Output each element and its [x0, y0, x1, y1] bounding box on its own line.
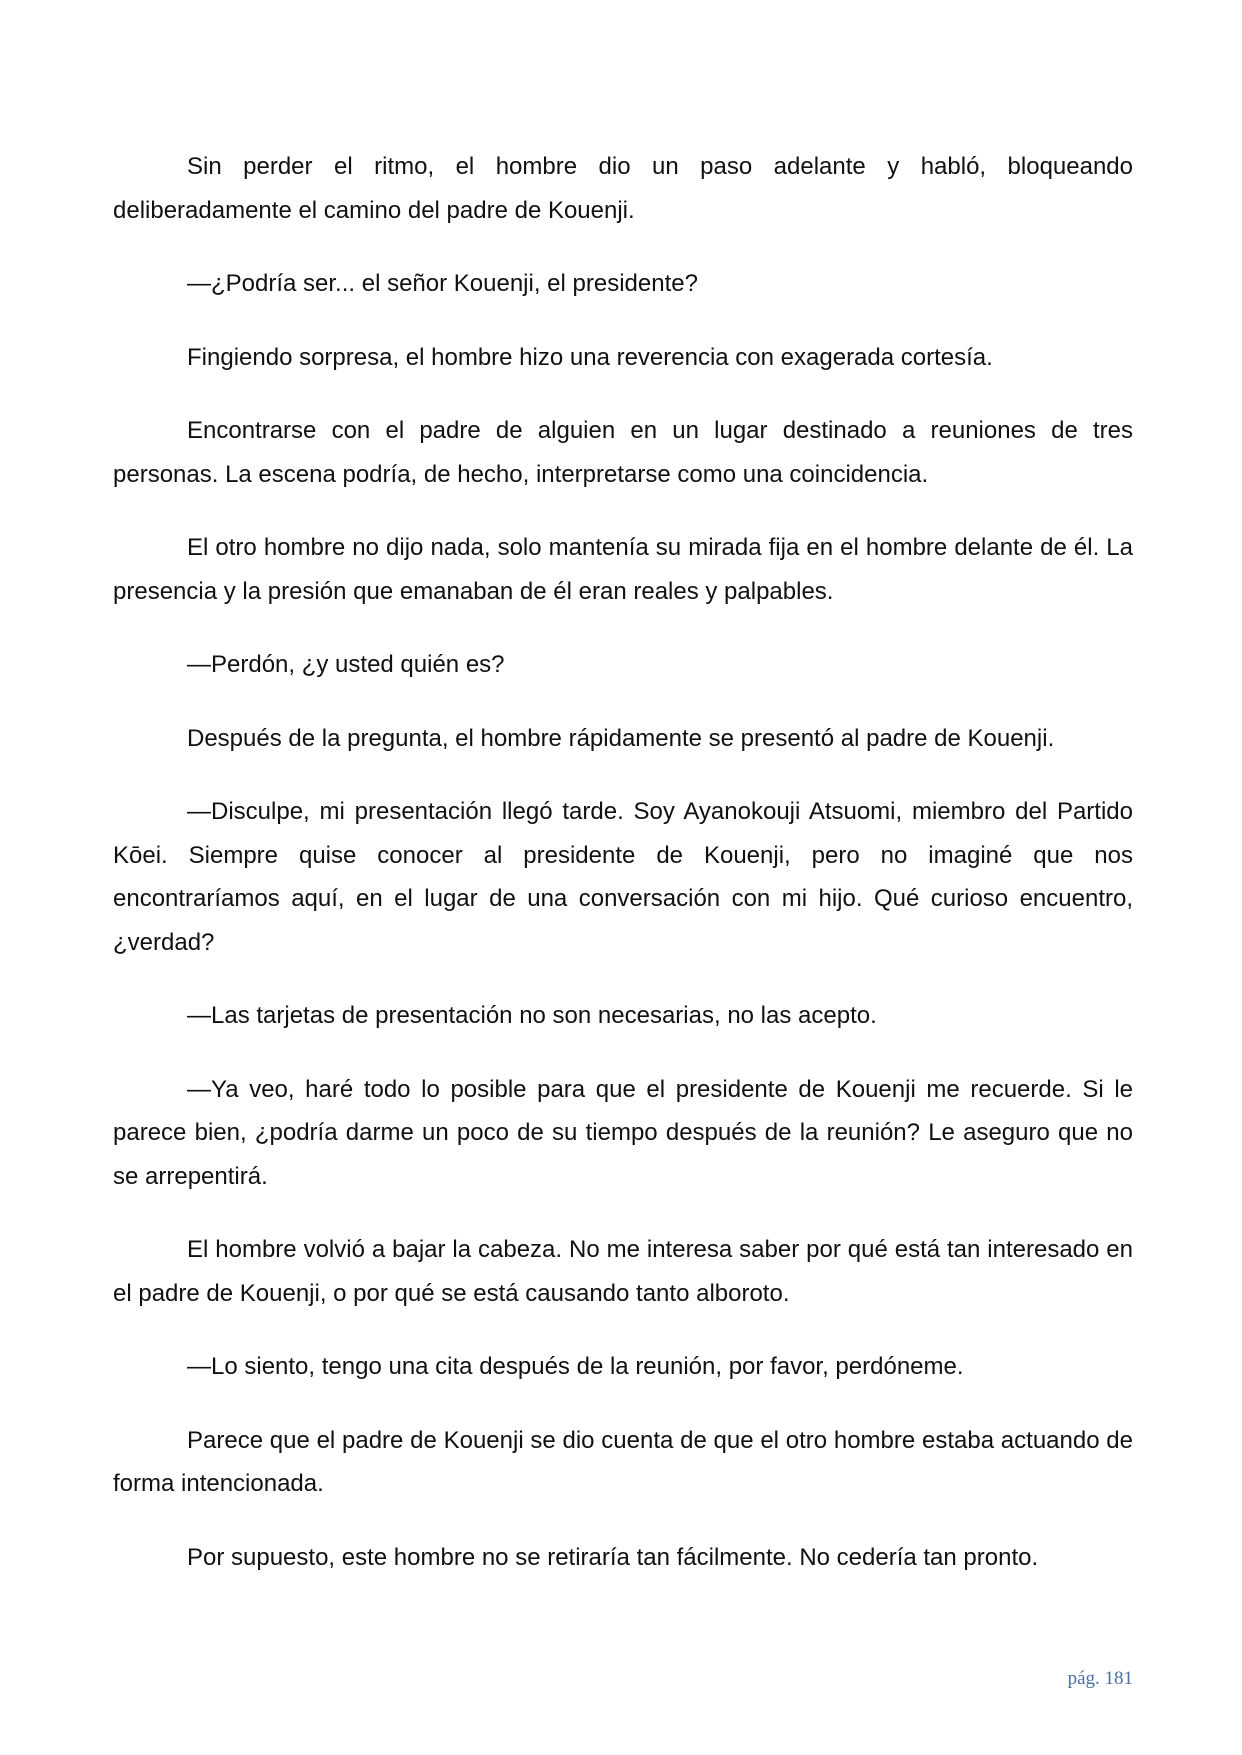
- paragraph: —Lo siento, tengo una cita después de la reunión, por favor, perdóneme.: [187, 1353, 964, 1380]
- paragraph: —Ya veo, haré todo lo posible para que el presidente de Kouenji me recuerde. Si le parece bien, ¿podría darme un poco de su tiempo después de la reunión? Le aseguro que no se arrepentirá.: [113, 1075, 1133, 1190]
- paragraph: El otro hombre no dijo nada, solo mantenía su mirada fija en el hombre delante de él. La presencia y la presión que emanaban de él eran reales y palpables.: [113, 534, 1133, 605]
- paragraph: —Perdón, ¿y usted quién es?: [187, 651, 505, 678]
- paragraph: Parece que el padre de Kouenji se dio cuenta de que el otro hombre estaba actuando de forma intencionada.: [113, 1426, 1133, 1497]
- text-body: [113, 145, 1133, 1609]
- paragraph: —Disculpe, mi presentación llegó tarde. Soy Ayanokouji Atsuomi, miembro del Partido Kōei. Siempre quise conocer al presidente de Kouenji, pero no imaginé que nos encontraríamos aquí, en el lugar de una conversación con mi hijo. Qué curioso encuentro, ¿verdad?: [113, 798, 1133, 956]
- paragraph: —Las tarjetas de presentación no son necesarias, no las acepto.: [187, 1002, 877, 1029]
- paragraph: —¿Podría ser... el señor Kouenji, el presidente?: [187, 270, 698, 297]
- paragraph: El hombre volvió a bajar la cabeza. No me interesa saber por qué está tan interesado en el padre de Kouenji, o por qué se está causando tanto alboroto.: [113, 1236, 1133, 1307]
- page-number: pág. 181: [1067, 1668, 1133, 1689]
- paragraph: Después de la pregunta, el hombre rápidamente se presentó al padre de Kouenji.: [187, 724, 1055, 752]
- paragraph: Por supuesto, este hombre no se retiraría tan fácilmente. No cedería tan pronto.: [187, 1543, 1039, 1571]
- paragraph: Encontrarse con el padre de alguien en un lugar destinado a reuniones de tres personas. La escena podría, de hecho, interpretarse como una coincidencia.: [113, 417, 1133, 488]
- paragraph: Sin perder el ritmo, el hombre dio un paso adelante y habló, bloqueando deliberadamente el camino del padre de Kouenji.: [113, 153, 1133, 224]
- paragraph: Fingiendo sorpresa, el hombre hizo una reverencia con exagerada cortesía.: [187, 343, 993, 371]
